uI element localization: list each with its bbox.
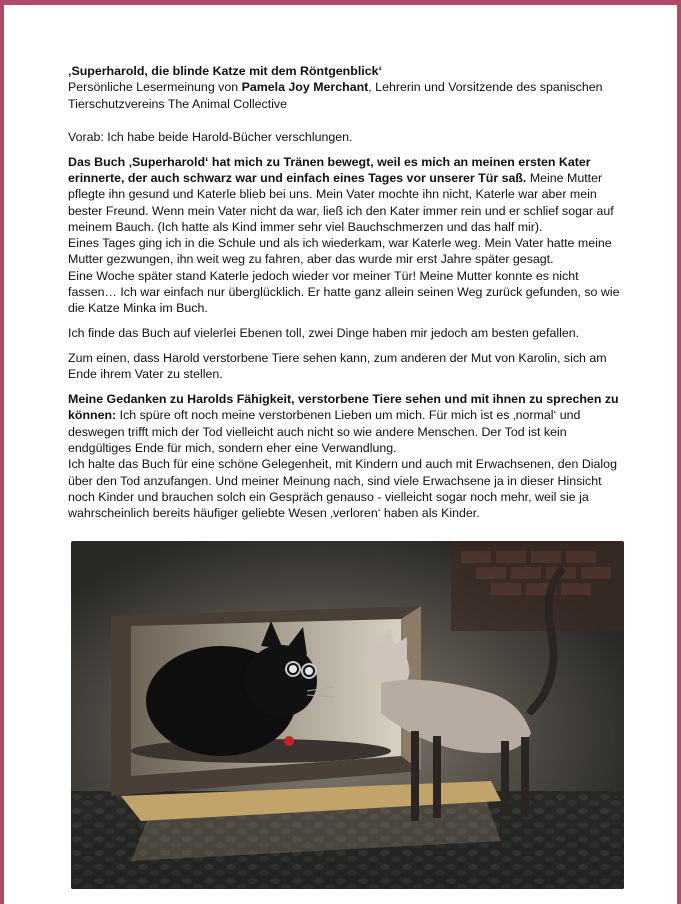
article-subtitle <box>68 79 630 112</box>
paragraph-thoughts <box>68 391 630 521</box>
article-body <box>68 63 630 530</box>
paragraph-first-cat <box>68 154 630 317</box>
subtitle-prefix: Persönliche Lesermeinung von <box>68 80 242 95</box>
paragraph-first-cat-text: Meine Mutter pflegte ihn gesund und Katerle blieb bei uns. Mein Vater mochte ihn nicht, Katerle war aber mein bester Freund. Wenn mein Vater nicht da war, ließ ich den Kater immer rein und er schlief sogar auf meinem Bauch. (Ich hatte als Kind immer sehr viel Bauchschmerzen und das half mir). <box>68 170 614 234</box>
paragraph-thoughts-text: Ich spüre oft noch meine verstorbenen Lieben um mich. Für mich ist es ‚normal‘ und deswegen trifft mich der Tod vielleicht auch nicht so wie andere Menschen. Der Tod ist kein endgültiges Ende für mich, sondern eher eine Verwandlung. <box>68 408 581 455</box>
article-title: ‚Superharold, die blinde Katze mit dem Röntgenblick‘ <box>68 64 382 78</box>
subtitle-suffix: , Lehrerin und Vorsitzende des spanischen Tierschutzvereins The Animal Collective <box>68 80 603 111</box>
paragraph-first-cat-line2: Eines Tages ging ich in die Schule und als ich wiederkam, war Katerle weg. Mein Vater hatte meine Mutter gezwungen, ihn weit weg zu fahren, aber das wurde mir erst Jahre später gesagt. <box>68 236 612 267</box>
intro-paragraph: Vorab: Ich habe beide Harold-Bücher verschlungen. <box>68 129 353 144</box>
author-name: Pamela Joy Merchant <box>241 80 369 95</box>
paragraph-thoughts-bold: Meine Gedanken zu Harolds Fähigkeit, verstorbene Tiere sehen und mit ihnen zu sprechen zu können: <box>68 392 619 423</box>
book-illustration <box>71 541 624 889</box>
paragraph-first-cat-line3: Eine Woche später stand Katerle jedoch wieder vor meiner Tür! Meine Mutter konnte es nicht fassen… Ich war einfach nur überglücklich. Er hatte ganz allein seinen Weg zurück gefunden, so wie die Katze Minka im Buch. <box>68 268 620 316</box>
paragraph-two-things: Ich finde das Buch auf vielerlei Ebenen toll, zwei Dinge haben mir jedoch am besten gefallen. <box>68 326 580 341</box>
paragraph-first-cat-bold: Das Buch ‚Superharold‘ hat mich zu Tränen bewegt, weil es mich an meinen ersten Kater erinnerte, der auch schwarz war und einfach eines Tages vor unserer Tür saß. <box>68 154 591 185</box>
paragraph-thoughts-line2: Ich halte das Buch für eine schöne Gelegenheit, mit Kindern und auch mit Erwachsenen, den Dialog über den Tod anzufangen. Und meiner Meinung nach, sind viele Erwachsene ja in dieser Hinsicht noch Kinder und brauchen solch ein Gespräch genauso - vielleicht sogar noch mehr, weil sie ja wahrscheinlich bereits häufiger geliebte Wesen ‚verloren‘ haben als Kinder. <box>68 457 617 521</box>
paragraph-harold-karolin: Zum einen, dass Harold verstorbene Tiere sehen kann, zum anderen der Mut von Karolin, sich am Ende ihrem Vater zu stellen. <box>68 350 607 382</box>
